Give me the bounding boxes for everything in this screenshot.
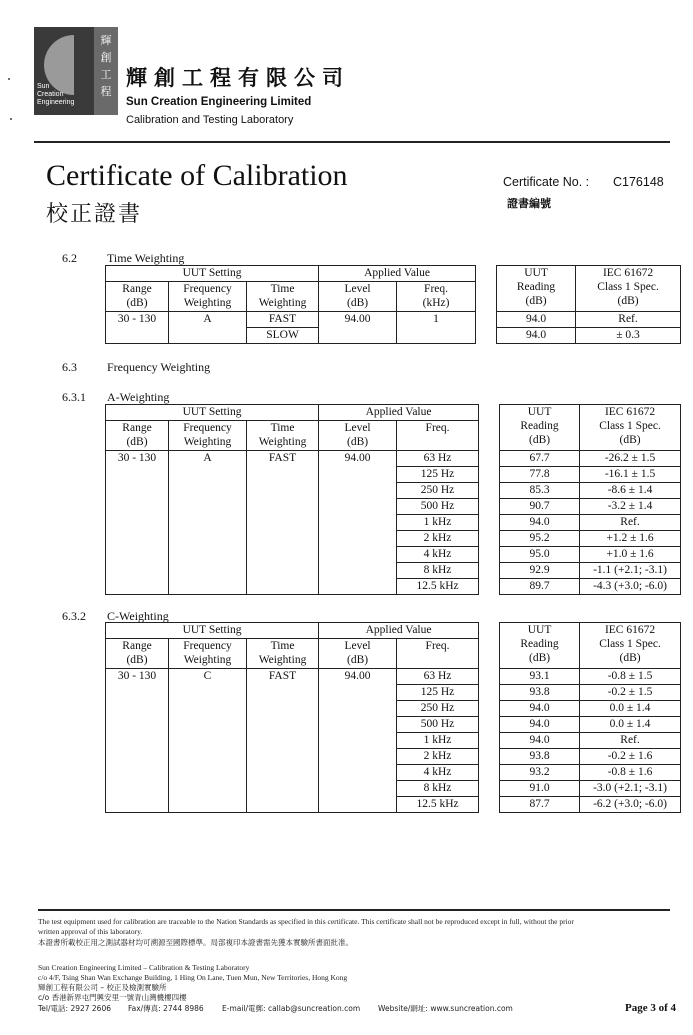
header-level: Level (dB) — [319, 282, 397, 312]
cell-reading: 77.8 — [500, 467, 580, 483]
cell-reading: 87.7 — [500, 797, 580, 813]
cell-freq: 250 Hz — [397, 483, 479, 499]
cell-freq: 125 Hz — [397, 685, 479, 701]
header-frequency-weighting: Frequency Weighting — [169, 282, 247, 312]
gap — [479, 639, 500, 669]
scan-speck — [10, 118, 12, 120]
cell-spec: 0.0 ± 1.4 — [580, 701, 681, 717]
cell-spec: -0.2 ± 1.5 — [580, 685, 681, 701]
gap — [479, 421, 500, 451]
cell-reading: 90.7 — [500, 499, 580, 515]
cell-reading: 94.0 — [497, 328, 576, 344]
footer-email: E-mail/電郵: callab@suncreation.com — [222, 1004, 361, 1013]
cell-reading: 94.0 — [497, 312, 576, 328]
cell-reading: 91.0 — [500, 781, 580, 797]
time-weighting-table — [105, 265, 681, 344]
cell-frequency-weighting: C — [169, 669, 247, 813]
footer-website: Website/網址: www.suncreation.com — [378, 1004, 513, 1013]
c-weighting-table — [105, 622, 681, 813]
cell-freq: 1 kHz — [397, 733, 479, 749]
header-freq: Freq. — [397, 421, 479, 451]
gap — [479, 749, 500, 765]
cell-reading: 89.7 — [500, 579, 580, 595]
cell-time: FAST — [247, 451, 319, 595]
logo-text: Engineering — [37, 99, 75, 106]
header-uut-setting: UUT Setting — [106, 266, 319, 282]
gap — [479, 531, 500, 547]
cell-spec: 0.0 ± 1.4 — [580, 717, 681, 733]
cell-spec: -0.2 ± 1.6 — [580, 749, 681, 765]
gap — [479, 765, 500, 781]
cell-reading: 94.0 — [500, 717, 580, 733]
cell-freq: 500 Hz — [397, 717, 479, 733]
header-frequency-weighting: Frequency Weighting — [169, 421, 247, 451]
cell-spec: Ref. — [576, 312, 681, 328]
header-frequency-weighting: Frequency Weighting — [169, 639, 247, 669]
gap — [479, 685, 500, 701]
header-uut-reading: UUT Reading (dB) — [500, 405, 580, 451]
cell-level: 94.00 — [319, 312, 397, 344]
cell-freq: 12.5 kHz — [397, 797, 479, 813]
cell-reading: 92.9 — [500, 563, 580, 579]
gap — [479, 579, 500, 595]
table-row — [106, 669, 681, 685]
gap — [479, 515, 500, 531]
cell-reading: 94.0 — [500, 701, 580, 717]
cell-freq: 2 kHz — [397, 749, 479, 765]
logo-text: Sun — [37, 83, 50, 90]
cell-freq: 63 Hz — [397, 669, 479, 685]
cell-spec: -3.2 ± 1.4 — [580, 499, 681, 515]
header-uut-setting: UUT Setting — [106, 623, 319, 639]
cell-range: 30 - 130 — [106, 669, 169, 813]
gap — [479, 701, 500, 717]
cell-spec: Ref. — [580, 733, 681, 749]
gap — [479, 797, 500, 813]
logo-char: 工 — [100, 68, 112, 81]
header-range: Range (dB) — [106, 421, 169, 451]
section-number: 6.3 — [62, 360, 77, 374]
logo-char: 輝 — [100, 34, 112, 47]
cell-reading: 93.8 — [500, 749, 580, 765]
cell-time: SLOW — [247, 328, 319, 344]
logo-char: 創 — [100, 51, 112, 64]
cell-reading: 93.1 — [500, 669, 580, 685]
cell-spec: Ref. — [580, 515, 681, 531]
footer-fax: Fax/傳真: 2744 8986 — [128, 1004, 204, 1013]
header-time-weighting: Time Weighting — [247, 639, 319, 669]
company-name-cn: 輝創工程有限公司 — [126, 66, 350, 90]
cell-range: 30 - 130 — [106, 451, 169, 595]
cell-spec: -0.8 ± 1.6 — [580, 765, 681, 781]
cell-freq: 250 Hz — [397, 701, 479, 717]
cell-freq: 8 kHz — [397, 781, 479, 797]
header-uut-reading: UUT Reading (dB) — [497, 266, 576, 312]
cell-spec: +1.2 ± 1.6 — [580, 531, 681, 547]
cert-no-label-cn: 證書編號 — [507, 197, 551, 210]
cell-freq: 2 kHz — [397, 531, 479, 547]
gap — [479, 451, 500, 467]
cell-spec: -26.2 ± 1.5 — [580, 451, 681, 467]
header-applied-value: Applied Value — [319, 623, 479, 639]
cell-reading: 94.0 — [500, 733, 580, 749]
footer-address: Sun Creation Engineering Limited – Calibration & Testing Laboratory — [38, 963, 250, 972]
lab-name: Calibration and Testing Laboratory — [126, 114, 294, 126]
cell-reading: 95.2 — [500, 531, 580, 547]
cell-reading: 93.2 — [500, 765, 580, 781]
cell-spec: -1.1 (+2.1; -3.1) — [580, 563, 681, 579]
gap — [479, 405, 500, 421]
header-range: Range (dB) — [106, 282, 169, 312]
header-applied-value: Applied Value — [319, 266, 476, 282]
cell-level: 94.00 — [319, 451, 397, 595]
header-time-weighting: Time Weighting — [247, 282, 319, 312]
gap — [479, 717, 500, 733]
cell-freq: 8 kHz — [397, 563, 479, 579]
certificate-title-cn: 校正證書 — [46, 202, 143, 227]
cell-spec: -6.2 (+3.0; -6.0) — [580, 797, 681, 813]
section-number: 6.3.1 — [62, 390, 86, 404]
cell-frequency-weighting: A — [169, 451, 247, 595]
footer-address-cn: c/o 香港新界屯門興安里一號青山灣機樓四樓 — [38, 993, 187, 1002]
section-title: Time Weighting — [107, 251, 185, 265]
cell-reading: 95.0 — [500, 547, 580, 563]
gap — [479, 623, 500, 639]
header-range: Range (dB) — [106, 639, 169, 669]
header-iec-spec: IEC 61672 Class 1 Spec. (dB) — [580, 623, 681, 669]
logo-char: 程 — [100, 85, 112, 98]
scan-speck — [8, 78, 10, 80]
header-divider — [34, 141, 670, 143]
cell-freq: 1 kHz — [397, 515, 479, 531]
cell-freq: 1 — [397, 312, 476, 344]
header-iec-spec: IEC 61672 Class 1 Spec. (dB) — [580, 405, 681, 451]
header-uut-reading: UUT Reading (dB) — [500, 623, 580, 669]
section-number: 6.3.2 — [62, 609, 86, 623]
section-title: Frequency Weighting — [107, 360, 211, 374]
cell-level: 94.00 — [319, 669, 397, 813]
cell-reading: 93.8 — [500, 685, 580, 701]
cell-reading: 67.7 — [500, 451, 580, 467]
header-uut-setting: UUT Setting — [106, 405, 319, 421]
cell-frequency-weighting: A — [169, 312, 247, 344]
cell-freq: 4 kHz — [397, 547, 479, 563]
company-name-en: Sun Creation Engineering Limited — [126, 96, 312, 108]
section-title: C-Weighting — [107, 609, 169, 623]
gap — [479, 563, 500, 579]
cell-spec: -3.0 (+2.1; -3.1) — [580, 781, 681, 797]
cell-freq: 4 kHz — [397, 765, 479, 781]
footer-address-cn: 輝創工程有限公司 – 校正及檢測實驗所 — [38, 983, 167, 992]
cell-spec: +1.0 ± 1.6 — [580, 547, 681, 563]
cell-time: FAST — [247, 312, 319, 328]
traceability-note: The test equipment used for calibration are traceable to the Nation Standards as specified in this certificate. This certificate shall not be reproduced except in full, without the prior — [38, 917, 574, 926]
cell-time: FAST — [247, 669, 319, 813]
header-level: Level (dB) — [319, 421, 397, 451]
footer-address: c/o 4/F, Tsing Shan Wan Exchange Building, 1 Hing On Lane, Tuen Mun, New Territories, Hong Kong — [38, 973, 348, 982]
header-freq: Freq. — [397, 639, 479, 669]
traceability-note-cn: 本證書所載校正用之測試器材均可溯源至國際標準。局部複印本證書需先獲本實驗所書面批准。 — [38, 938, 353, 947]
company-logo — [34, 27, 118, 115]
gap — [479, 781, 500, 797]
gap — [479, 483, 500, 499]
cert-no-value: C176148 — [613, 175, 664, 189]
cell-freq: 12.5 kHz — [397, 579, 479, 595]
header-iec-spec: IEC 61672 Class 1 Spec. (dB) — [576, 266, 681, 312]
gap — [479, 499, 500, 515]
gap — [479, 733, 500, 749]
cert-no-label: Certificate No. : — [503, 175, 590, 189]
cell-spec: -8.6 ± 1.4 — [580, 483, 681, 499]
cell-spec: -4.3 (+3.0; -6.0) — [580, 579, 681, 595]
cell-freq: 500 Hz — [397, 499, 479, 515]
section-title: A-Weighting — [107, 390, 170, 404]
section-number: 6.2 — [62, 251, 77, 265]
gap — [479, 669, 500, 685]
cell-spec: ± 0.3 — [576, 328, 681, 344]
cell-freq: 63 Hz — [397, 451, 479, 467]
table-row — [106, 451, 681, 467]
cell-range: 30 - 130 — [106, 312, 169, 344]
footer-tel: Tel/電話: 2927 2606 — [38, 1004, 112, 1013]
header-level: Level (dB) — [319, 639, 397, 669]
header-applied-value: Applied Value — [319, 405, 479, 421]
header-freq-khz: Freq. (kHz) — [397, 282, 476, 312]
cell-spec: -16.1 ± 1.5 — [580, 467, 681, 483]
header-time-weighting: Time Weighting — [247, 421, 319, 451]
gap — [479, 547, 500, 563]
gap — [479, 467, 500, 483]
footer-divider — [38, 909, 670, 911]
page-number: Page 3 of 4 — [625, 1002, 677, 1014]
cell-spec: -0.8 ± 1.5 — [580, 669, 681, 685]
cell-reading: 85.3 — [500, 483, 580, 499]
cell-reading: 94.0 — [500, 515, 580, 531]
cell-freq: 125 Hz — [397, 467, 479, 483]
traceability-note: written approval of this laboratory. — [38, 927, 143, 936]
a-weighting-table — [105, 404, 681, 595]
certificate-title-en: Certificate of Calibration — [46, 159, 348, 192]
logo-text: Creation — [37, 91, 64, 98]
